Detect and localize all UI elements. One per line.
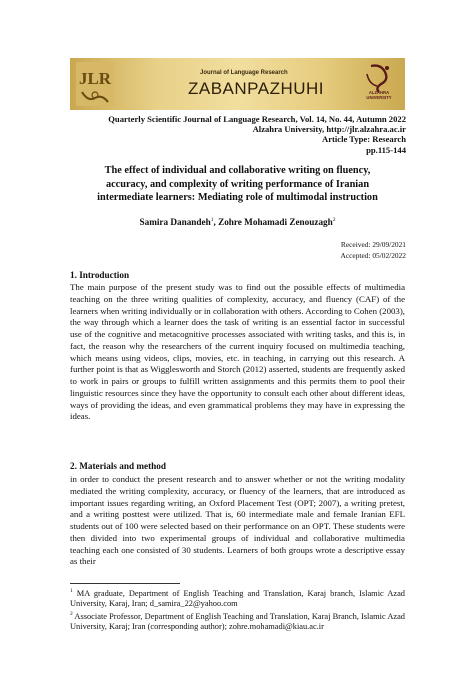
article-dates xyxy=(341,240,406,261)
footnote-text: MA graduate, Department of English Teaching and Translation, Karaj branch, Islamic Azad University, Karaj, Iran; d_samira_22@yahoo.com xyxy=(70,588,405,609)
banner-journal-name: Journal of Language Research xyxy=(200,70,288,76)
introduction-paragraph: The main purpose of the present study was to find out the possible effects of multimedia teaching on the three writing qualities of complexity, accuracy, and fluency (CAF) of the learners when writing individually or in collaboration with others. According to Cohen (2003), the way through which a learner does the task of writing is an essential factor in successful use of the cognitive and metacognitive processes associated with writing tasks, and this is, in fact, the reason why the researchers of the current inquiry focused on multimedia teaching, which means using videos, clips, movies, etc. in teaching, in carrying out this research. A further point is that as Wigglesworth and Storch (2012) asserted, students are frequently asked to work in pairs or groups to fulfill written assignments and this permits them to pool their linguistic resources since they have the opportunity to consult each other about different ideas, ways of providing the ideas, and even grammatical problems they may have in expressing the ideas. xyxy=(70,282,406,422)
section-heading-introduction: 1. Introduction xyxy=(70,270,130,280)
footnotes xyxy=(70,586,405,633)
author-name: Samira Danandeh xyxy=(139,217,211,228)
author-separator: , xyxy=(213,217,219,228)
title-line: accuracy, and complexity of writing performance of Iranian xyxy=(105,178,370,190)
title-line: The effect of individual and collaborative writing on fluency, xyxy=(104,165,371,176)
author-name: Zohre Mohamadi Zenouzagh xyxy=(218,217,333,228)
author-footnote-mark: 2 xyxy=(332,217,336,223)
received-date: Received: 29/09/2021 xyxy=(340,240,406,249)
footnote-1 xyxy=(70,586,405,609)
journal-banner xyxy=(70,58,405,110)
accepted-date: Accepted: 05/02/2022 xyxy=(340,250,406,260)
journal-info-line: Alzahra University, http://jlr.alzahra.ac.ir xyxy=(252,124,406,135)
journal-info-line: pp.115-144 xyxy=(366,144,406,155)
footnote-mark: 2 xyxy=(70,611,73,618)
title-line: intermediate learners: Mediating role of multimodal instruction xyxy=(97,192,378,204)
footnote-mark: 1 xyxy=(70,588,73,594)
journal-info-line: Quarterly Scientific Journal of Language Research, Vol. 14, No. 44, Autumn 2022 xyxy=(108,114,406,124)
methods-paragraph: in order to conduct the present research and to answer whether or not the writing modality mediated the writing complexity, accuracy, or fluency of the learners, that are introduced as important issues regarding writing, an Oxford Placement Test (OPT; 2007), a writing pretest, and a writing posttest were utilized. That is, 60 intermediate male and female Iranian EFL students out of 100 were selected based on their performance on an OPT. These students were then divided into two experimental groups of individual and collaborative multimedia teaching each one consisted of 30 students. Learners of both groups wrote a descriptive essay as their xyxy=(70,474,405,567)
author-footnote-mark: 1 xyxy=(210,217,214,223)
journal-info-line: Article Type: Research xyxy=(321,134,406,145)
authors xyxy=(70,217,405,227)
footnote-2 xyxy=(70,609,405,632)
banner-university-name: ALZAHRA UNIVERSITY xyxy=(366,90,392,100)
banner-journal-title: ZABANPAZHUHI xyxy=(188,79,325,98)
paper-title xyxy=(70,164,405,205)
jlr-logo-icon xyxy=(76,62,114,106)
footnote-text: Associate Professor, Department of English Teaching and Translation, Karaj Branch, Islamic Azad University, Karaj; Iran (corresponding author); zohre.mohamadi@kiau.ac.ir xyxy=(70,612,405,632)
footnote-divider xyxy=(70,583,180,584)
svg-text:JLR: JLR xyxy=(78,69,112,88)
section-heading-methods: 2. Materials and method xyxy=(70,461,166,471)
journal-info xyxy=(108,114,406,155)
